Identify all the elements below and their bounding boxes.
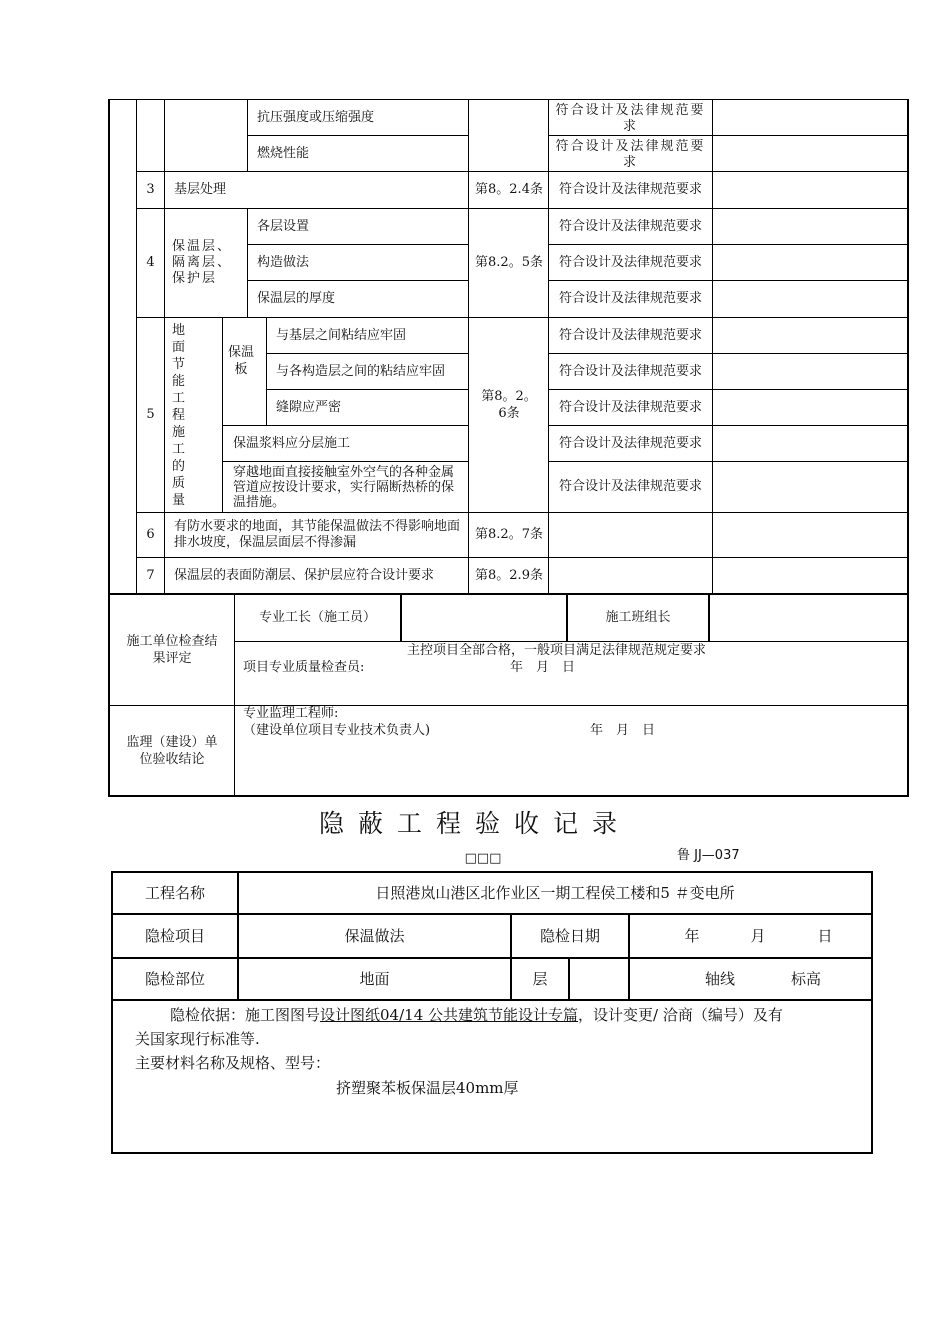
project-name-label: 工程名称	[144, 883, 205, 902]
row-no-4: 4	[146, 255, 155, 270]
code-placeholder: □□□	[464, 851, 502, 866]
result-row-5b: 符合设计及法律规范要求	[558, 363, 702, 379]
project-name: 日照港岚山港区北作业区一期工程侯工楼和5 ＃变电所	[375, 883, 735, 902]
item-gap-tight: 缝隙应严密	[276, 399, 342, 415]
inspection-location-value: 地面	[359, 969, 390, 988]
clause-row-7: 第8。2.9条	[475, 567, 543, 583]
inspection-basis-line2: 关国家现行标准等.	[135, 1029, 260, 1048]
result-row-5a: 符合设计及法律规范要求	[558, 327, 702, 343]
item-bond-base: 与基层之间粘结应牢固	[276, 327, 407, 343]
result-compressive-strength: 符合设计及法律规范要求	[555, 103, 706, 134]
item-metal-pipes: 穿越地面直接接触室外空气的各种金属管道应按设计要求，实行隔断热桥的保温措施。	[233, 464, 455, 510]
result-row-3: 符合设计及法律规范要求	[558, 182, 702, 197]
item-bond-layers: 与各构造层之间的粘结应牢固	[276, 363, 446, 379]
row-no-3: 3	[146, 182, 155, 197]
result-row-4a: 符合设计及法律规范要求	[558, 218, 702, 234]
basis-prefix: 隐检依据：施工图图号	[170, 1005, 321, 1024]
item-base-treatment: 基层处理	[174, 182, 227, 197]
record-title: 隐蔽工程验收记录	[318, 809, 631, 838]
inspection-location-label: 隐检部位	[144, 969, 205, 988]
supervision-engineer-label: 专业监理工程师:	[243, 706, 339, 721]
owner-tech-label: （建设单位项目专业技术负责人)	[243, 723, 431, 738]
result-row-5c: 符合设计及法律规范要求	[558, 399, 702, 415]
team-leader-label: 施工班组长	[605, 610, 671, 625]
item-mortar-layers: 保温浆料应分层施工	[233, 435, 351, 451]
inspection-conclusion: 主控项目全部合格，一般项目满足法律规范规定要求	[407, 643, 707, 658]
result-row-4b: 符合设计及法律规范要求	[558, 254, 702, 270]
inspection-date-label: 隐检日期	[539, 926, 600, 945]
result-row-5d: 符合设计及法律规范要求	[558, 435, 702, 451]
result-combustion: 符合设计及法律规范要求	[555, 139, 706, 170]
clause-row-6: 第8.2。7条	[475, 527, 543, 542]
materials-label: 主要材料名称及规格、型号：	[135, 1053, 331, 1072]
date-year: 年	[684, 926, 700, 945]
item-waterproof-floor: 有防水要求的地面，其节能保温做法不得影响地面排水坡度，保温层面层不得渗漏	[174, 519, 461, 550]
group-insulation-layers: 保温层、隔离层、保护层	[172, 239, 233, 286]
result-row-4c: 符合设计及法律规范要求	[558, 291, 702, 306]
quality-inspector-label: 项目专业质量检查员:	[243, 660, 365, 675]
row-no-6: 6	[146, 527, 155, 542]
elevation-label: 标高	[790, 969, 821, 988]
item-layer-setting: 各层设置	[257, 218, 310, 234]
inspection-date: 年 月 日	[510, 660, 576, 675]
clause-row-4: 第8.2。5条	[475, 255, 543, 270]
foreman-label: 专业工长（施工员）	[258, 610, 376, 625]
item-layer-thickness: 保温层的厚度	[257, 291, 336, 306]
inspection-item-value: 保温做法	[344, 926, 405, 945]
date-day: 日	[817, 926, 833, 945]
item-combustion: 燃烧性能	[257, 145, 310, 161]
result-row-5e: 符合设计及法律规范要求	[558, 479, 702, 494]
group-floor-energy-quality: 地面节能工程施工的质量	[172, 322, 198, 508]
clause-row-5: 第8。2。6条	[481, 389, 537, 421]
sub-insulation-board: 保温板	[228, 345, 254, 377]
basis-suffix: ，设计变更/ 洽商（编号）及有	[578, 1005, 783, 1024]
supervision-date: 年 月 日	[590, 723, 656, 738]
form-code: 鲁 JJ—037	[677, 848, 740, 863]
inspection-basis-line1	[170, 1004, 870, 1026]
supervision-label: 监理（建设）单位验收结论	[126, 734, 218, 767]
date-month: 月	[750, 926, 766, 945]
floor-label: 层	[532, 969, 548, 988]
row-no-5: 5	[146, 407, 155, 422]
inspection-item-label: 隐检项目	[144, 926, 205, 945]
item-construction-method: 构造做法	[257, 254, 310, 270]
inspection-label: 施工单位检查结果评定	[126, 634, 218, 666]
axis-label: 轴线	[704, 969, 735, 988]
row-no-7: 7	[146, 567, 155, 583]
basis-drawing: 设计图纸04/14 公共建筑节能设计专篇	[320, 1005, 579, 1024]
item-surface-layers: 保温层的表面防潮层、保护层应符合设计要求	[174, 567, 435, 583]
clause-row-3: 第8。2.4条	[475, 182, 543, 197]
item-compressive-strength: 抗压强度或压缩强度	[257, 109, 375, 125]
materials-value: 挤塑聚苯板保温层40mm厚	[336, 1078, 519, 1097]
